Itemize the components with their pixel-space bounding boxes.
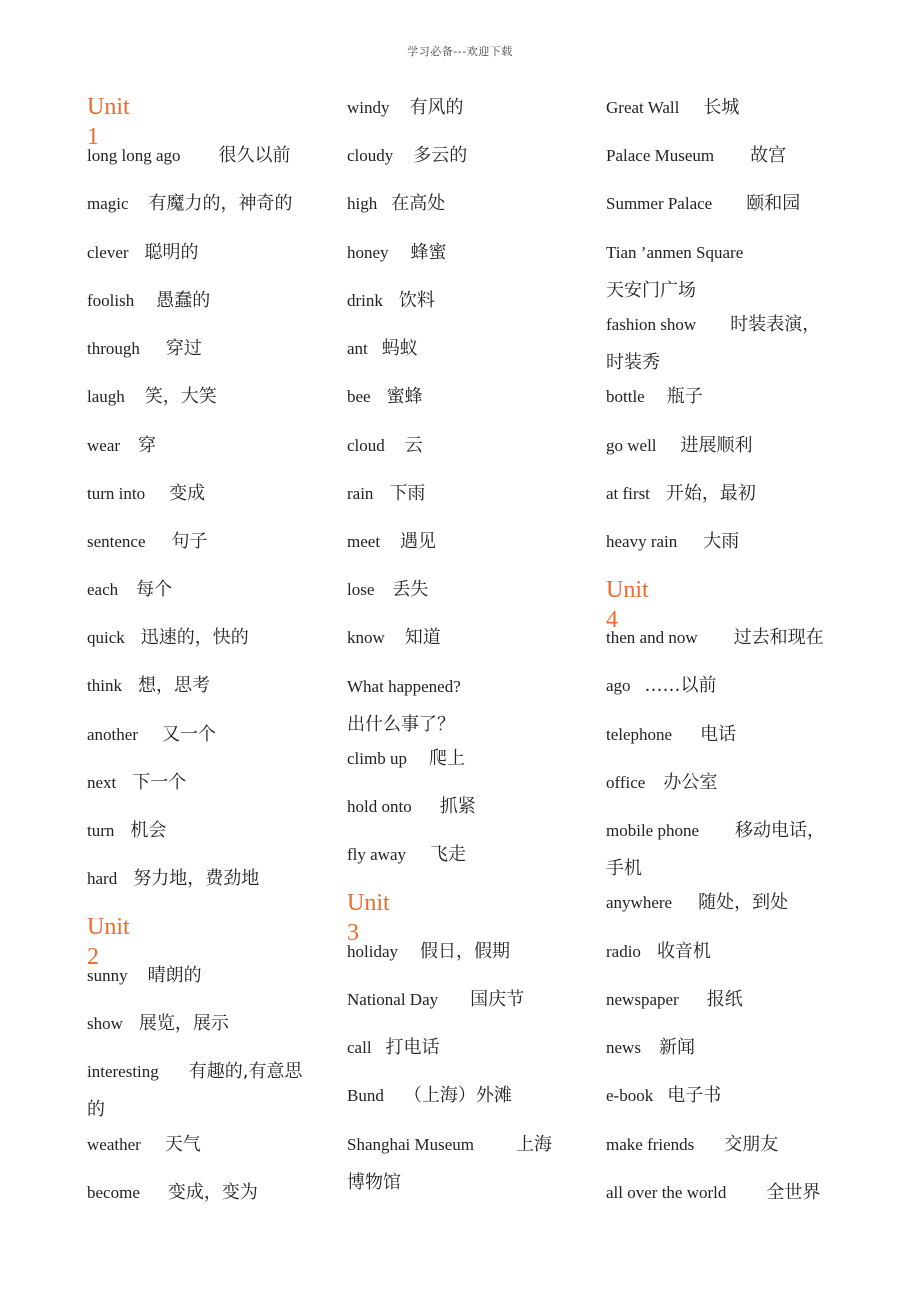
vocab-entry (606, 891, 788, 915)
vocab-english: know (347, 628, 385, 647)
vocab-english: bottle (606, 387, 645, 406)
vocab-chinese: 天气 (164, 1134, 201, 1155)
vocab-entry (606, 1133, 778, 1157)
vocab-chinese: 进展顺利 (680, 435, 753, 456)
vocab-english: cloudy (347, 146, 394, 165)
vocab-chinese: 笑，大笑 (144, 386, 217, 407)
vocab-english: laugh (87, 387, 125, 406)
vocab-entry (347, 434, 423, 458)
vocab-english: e-book (606, 1086, 654, 1105)
vocab-entry (606, 674, 717, 698)
vocab-english: radio (606, 942, 641, 961)
vocab-chinese: 遇见 (400, 531, 437, 552)
vocab-english: another (87, 725, 138, 744)
vocab-english: fashion show (606, 315, 697, 334)
vocab-entry (606, 313, 821, 373)
vocab-chinese-continued: 手机 (606, 858, 642, 879)
vocab-chinese: 蜂蜜 (410, 242, 447, 263)
vocab-chinese: 在高处 (391, 193, 446, 214)
vocab-chinese: 国庆节 (470, 989, 525, 1010)
vocab-chinese: 下一个 (132, 772, 187, 793)
vocab-entry (87, 241, 199, 265)
vocab-entry (347, 1133, 553, 1193)
vocab-entry (87, 385, 217, 409)
vocab-chinese: 有风的 (409, 97, 464, 118)
vocab-chinese: 多云的 (413, 145, 468, 166)
vocab-english: windy (347, 98, 390, 117)
vocab-chinese: 知道 (404, 627, 441, 648)
vocab-english: meet (347, 532, 381, 551)
vocab-entry (347, 940, 510, 964)
vocab-chinese: 丢失 (392, 579, 429, 600)
vocab-entry (606, 940, 711, 964)
vocab-entry (87, 1181, 258, 1205)
vocab-entry (347, 626, 441, 650)
vocab-chinese: 变成，变为 (167, 1182, 258, 1203)
vocab-english: bee (347, 387, 371, 406)
vocab-english: National Day (347, 990, 439, 1009)
vocab-entry (87, 771, 186, 795)
vocab-chinese-continued: 博物馆 (347, 1172, 401, 1193)
vocab-entry (87, 530, 208, 554)
vocab-english: wear (87, 436, 121, 455)
vocab-entry (87, 578, 172, 602)
vocab-chinese: 有魔力的，神奇的 (148, 193, 293, 214)
unit-heading: Unit 1 (87, 94, 130, 150)
vocab-chinese: 抓紧 (439, 796, 476, 817)
vocab-english: through (87, 339, 140, 358)
vocab-chinese: 报纸 (706, 989, 743, 1010)
unit-heading: Unit 3 (347, 890, 390, 946)
vocab-entry (347, 289, 435, 313)
vocab-english: heavy rain (606, 532, 678, 551)
vocab-chinese: （上海）外滩 (403, 1085, 512, 1106)
vocab-chinese: 努力地，费劲地 (133, 868, 260, 889)
vocab-chinese: 全世界 (766, 1182, 821, 1203)
vocab-entry (606, 241, 744, 301)
vocab-chinese-continued: 出什么事了？ (347, 714, 455, 735)
vocab-english: call (347, 1038, 372, 1057)
vocab-english: Shanghai Museum (347, 1135, 475, 1154)
vocab-entry (347, 241, 447, 265)
vocab-english: interesting (87, 1062, 159, 1081)
vocab-chinese: 故宫 (750, 145, 787, 166)
vocab-entry (606, 1084, 721, 1108)
vocab-chinese: 时装表演， (730, 314, 821, 335)
vocab-entry (347, 795, 476, 819)
vocab-english: climb up (347, 749, 407, 768)
vocab-english: anywhere (606, 893, 673, 912)
vocab-chinese-continued: 天安门广场 (606, 280, 696, 301)
vocab-entry (347, 530, 436, 554)
vocab-entry (347, 843, 466, 867)
vocab-chinese: 电子书 (667, 1085, 722, 1106)
page-header: 学习必备---欢迎下载 (407, 45, 513, 58)
vocab-entry (347, 578, 428, 602)
vocab-entry (606, 96, 739, 120)
vocab-english: weather (87, 1135, 141, 1154)
vocab-english: at first (606, 484, 650, 503)
vocab-chinese: 蚂蚁 (381, 338, 418, 359)
vocab-chinese: 瓶子 (666, 386, 703, 407)
vocab-entry (347, 96, 464, 120)
vocab-english: holiday (347, 942, 398, 961)
vocab-chinese: 大雨 (703, 531, 740, 552)
vocab-english: turn into (87, 484, 146, 503)
vocab-chinese: 聪明的 (144, 242, 199, 263)
vocab-entry (347, 988, 524, 1012)
vocab-chinese: 很久以前 (218, 145, 291, 166)
vocab-chinese-continued: 时装秀 (606, 352, 660, 373)
vocab-english: Palace Museum (606, 146, 715, 165)
vocab-chinese: 过去和现在 (733, 627, 824, 648)
vocab-entry (87, 434, 156, 458)
vocab-english: ant (347, 339, 368, 358)
vocab-chinese: 又一个 (161, 724, 216, 745)
vocab-english: lose (347, 580, 375, 599)
vocab-chinese: 打电话 (385, 1037, 440, 1058)
vocab-chinese: 颐和园 (746, 193, 801, 214)
vocab-entry (606, 1036, 695, 1060)
vocab-english: each (87, 580, 119, 599)
vocab-entry (87, 1012, 229, 1036)
vocab-chinese: 移动电话， (735, 820, 826, 841)
vocab-english: sentence (87, 532, 146, 551)
vocab-entry (606, 434, 753, 458)
vocab-entry (87, 289, 210, 313)
vocab-chinese-continued: 的 (87, 1099, 105, 1120)
vocab-chinese: 机会 (130, 820, 167, 841)
vocab-entry (87, 144, 291, 168)
vocab-english: fly away (347, 845, 407, 864)
vocab-chinese: 交朋友 (724, 1134, 779, 1155)
vocab-entry (87, 482, 205, 506)
vocab-entry (87, 192, 293, 216)
vocab-entry (347, 1084, 512, 1108)
vocab-english: mobile phone (606, 821, 700, 840)
vocab-entry (87, 1060, 303, 1120)
vocab-english: news (606, 1038, 641, 1057)
vocab-english: turn (87, 821, 115, 840)
vocab-english: ago (606, 676, 631, 695)
vocab-chinese: 迅速的，快的 (140, 627, 249, 648)
vocab-chinese: 办公室 (663, 772, 718, 793)
vocab-chinese: 饮料 (398, 290, 435, 311)
vocab-chinese: 每个 (136, 579, 173, 600)
vocab-entry (347, 747, 465, 771)
vocab-chinese: 电话 (700, 724, 737, 745)
vocab-chinese: 句子 (171, 531, 208, 552)
vocab-chinese: 展览，展示 (138, 1013, 229, 1034)
vocab-entry (87, 867, 259, 891)
vocab-english: think (87, 676, 122, 695)
vocab-entry (87, 674, 210, 698)
vocab-english: show (87, 1014, 123, 1033)
vocab-chinese: 随处，到处 (698, 892, 789, 913)
vocab-entry (606, 819, 826, 879)
vocab-english: honey (347, 243, 389, 262)
vocab-english: What happened? (347, 677, 461, 696)
vocab-english: Bund (347, 1086, 384, 1105)
vocab-entry (87, 626, 249, 650)
vocab-chinese: 蜜蜂 (386, 386, 423, 407)
vocab-entry (606, 144, 786, 168)
vocab-chinese: 上海 (516, 1134, 553, 1155)
vocab-english: drink (347, 291, 383, 310)
vocab-english: long long ago (87, 146, 181, 165)
vocab-chinese: 有趣的,有意思 (188, 1061, 303, 1082)
vocab-entry (347, 1036, 440, 1060)
vocab-entry (87, 723, 216, 747)
vocab-english: Summer Palace (606, 194, 713, 213)
vocab-chinese: 下雨 (389, 483, 426, 504)
vocab-chinese: 开始，最初 (665, 483, 756, 504)
vocab-english: Great Wall (606, 98, 680, 117)
vocab-english: cloud (347, 436, 385, 455)
vocab-english: all over the world (606, 1183, 727, 1202)
vocab-chinese: 穿过 (165, 338, 202, 359)
vocab-english: sunny (87, 966, 128, 985)
unit-heading: Unit 2 (87, 914, 130, 970)
vocab-english: newspaper (606, 990, 679, 1009)
vocab-english: quick (87, 628, 125, 647)
vocab-english: go well (606, 436, 657, 455)
vocab-chinese: 收音机 (656, 941, 711, 962)
vocab-english: magic (87, 194, 129, 213)
vocab-entry (87, 819, 166, 843)
vocab-entry (606, 1181, 820, 1205)
vocab-chinese: 愚蠢的 (156, 290, 211, 311)
vocab-chinese: 新闻 (658, 1037, 695, 1058)
vocab-english: Tian ’anmen Square (606, 243, 744, 262)
vocab-chinese: 变成 (169, 483, 206, 504)
vocab-entry (606, 988, 743, 1012)
vocab-chinese: 长城 (703, 97, 740, 118)
vocab-entry (606, 530, 739, 554)
vocab-english: make friends (606, 1135, 695, 1154)
vocab-chinese: 假日，假期 (420, 941, 510, 962)
vocab-chinese: ……以前 (644, 675, 717, 696)
vocab-english: telephone (606, 725, 673, 744)
vocab-entry (347, 482, 425, 506)
vocab-entry (347, 385, 423, 409)
vocab-chinese: 云 (404, 435, 423, 456)
vocab-english: then and now (606, 628, 698, 647)
vocab-entry (606, 723, 736, 747)
vocab-english: rain (347, 484, 374, 503)
vocab-entry (347, 144, 467, 168)
vocab-chinese: 爬上 (428, 748, 465, 769)
vocab-chinese: 穿 (138, 435, 157, 456)
vocab-english: high (347, 194, 378, 213)
vocab-english: clever (87, 243, 129, 262)
vocab-entry (606, 771, 717, 795)
vocab-entry (606, 626, 824, 650)
vocab-chinese: 想，思考 (137, 675, 210, 696)
vocab-entry (347, 192, 445, 216)
vocab-entry (606, 192, 800, 216)
vocab-english: foolish (87, 291, 135, 310)
vocab-entry (87, 337, 202, 361)
vocab-english: next (87, 773, 117, 792)
vocab-entry (87, 1133, 201, 1157)
vocab-english: hold onto (347, 797, 412, 816)
vocab-english: become (87, 1183, 140, 1202)
vocab-entry (347, 675, 461, 735)
vocab-english: office (606, 773, 646, 792)
vocab-chinese: 晴朗的 (147, 965, 202, 986)
vocab-entry (606, 385, 703, 409)
vocab-entry (606, 482, 756, 506)
vocab-chinese: 飞走 (430, 844, 467, 865)
vocab-entry (347, 337, 418, 361)
vocab-entry (87, 964, 202, 988)
unit-heading: Unit 4 (606, 577, 649, 633)
vocab-english: hard (87, 869, 118, 888)
